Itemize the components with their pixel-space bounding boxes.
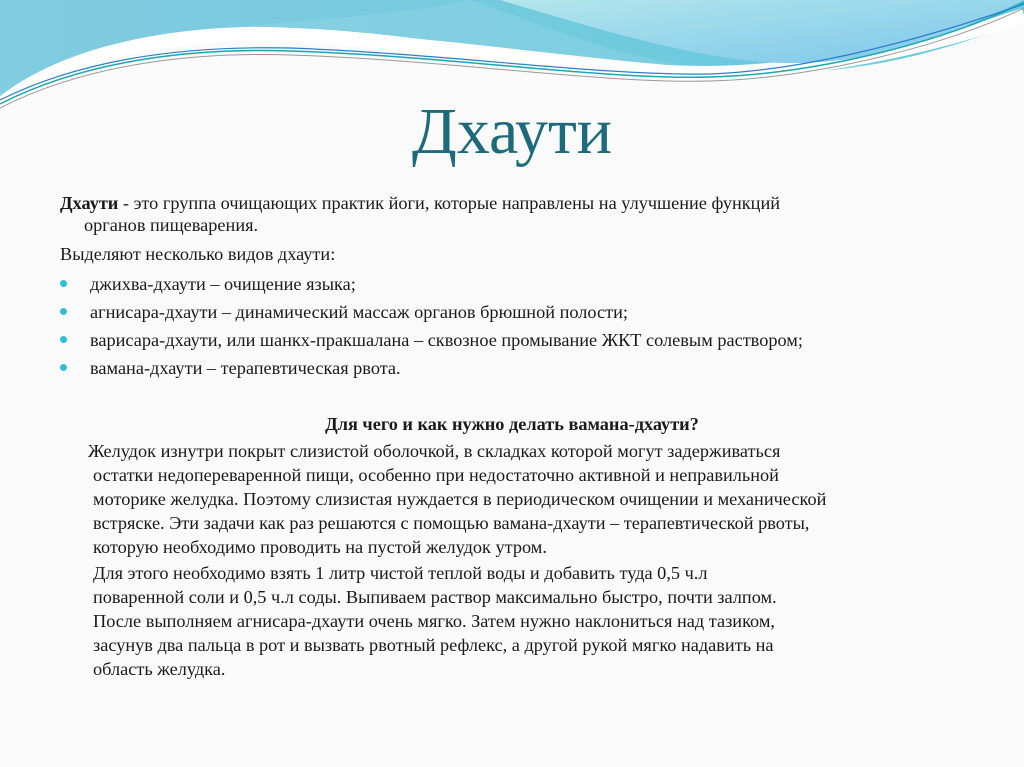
subheading: Для чего и как нужно делать вамана-дхаути?	[325, 414, 699, 434]
list-item: джихва-дхаути – очищение языка;	[90, 274, 356, 294]
paragraph-line: засунув два пальца в рот и вызвать рвотный рефлекс, а другой рукой мягко надавить на	[93, 635, 774, 655]
paragraph-line: поваренной соли и 0,5 ч.л соды. Выпиваем раствор максимально быстро, почти залпом.	[93, 587, 777, 607]
bullet-icon	[60, 336, 67, 343]
paragraph-line: После выполняем агнисара-дхаути очень мягко. Затем нужно наклониться над тазиком,	[93, 611, 775, 631]
bullet-icon	[60, 364, 67, 371]
intro-text: - это группа очищающих практик йоги, которые направлены на улучшение функций	[118, 193, 781, 213]
paragraph-line: моторике желудка. Поэтому слизистая нуждается в периодическом очищении и механической	[93, 489, 827, 509]
paragraph-line: встряске. Эти задачи как раз решаются с помощью вамана-дхаути – терапевтической рвоты,	[93, 513, 810, 533]
intro-line-1	[60, 192, 780, 214]
paragraph-line: которую необходимо проводить на пустой желудок утром.	[93, 537, 547, 557]
paragraph-line: остатки недопереваренной пищи, особенно при недостаточно активной и неправильной	[93, 465, 779, 485]
slide-title: Дхаути	[411, 95, 613, 168]
intro-line-2: органов пищеварения.	[84, 215, 259, 235]
bullet-icon	[60, 280, 67, 287]
list-item: варисара-дхаути, или шанкх-пракшалана – сквозное промывание ЖКТ солевым раствором;	[90, 330, 803, 350]
paragraph-line: область желудка.	[93, 659, 226, 679]
bullet-icon	[60, 308, 67, 315]
list-item: агнисара-дхаути – динамический массаж органов брюшной полости;	[90, 302, 628, 322]
types-heading: Выделяют несколько видов дхаути:	[60, 244, 336, 264]
list-item: вамана-дхаути – терапевтическая рвота.	[90, 358, 401, 378]
intro-term: Дхаути	[60, 193, 119, 213]
paragraph-line: Желудок изнутри покрыт слизистой оболочкой, в складках которой могут задерживаться	[88, 441, 781, 461]
paragraph-line: Для этого необходимо взять 1 литр чистой теплой воды и добавить туда 0,5 ч.л	[93, 563, 708, 583]
